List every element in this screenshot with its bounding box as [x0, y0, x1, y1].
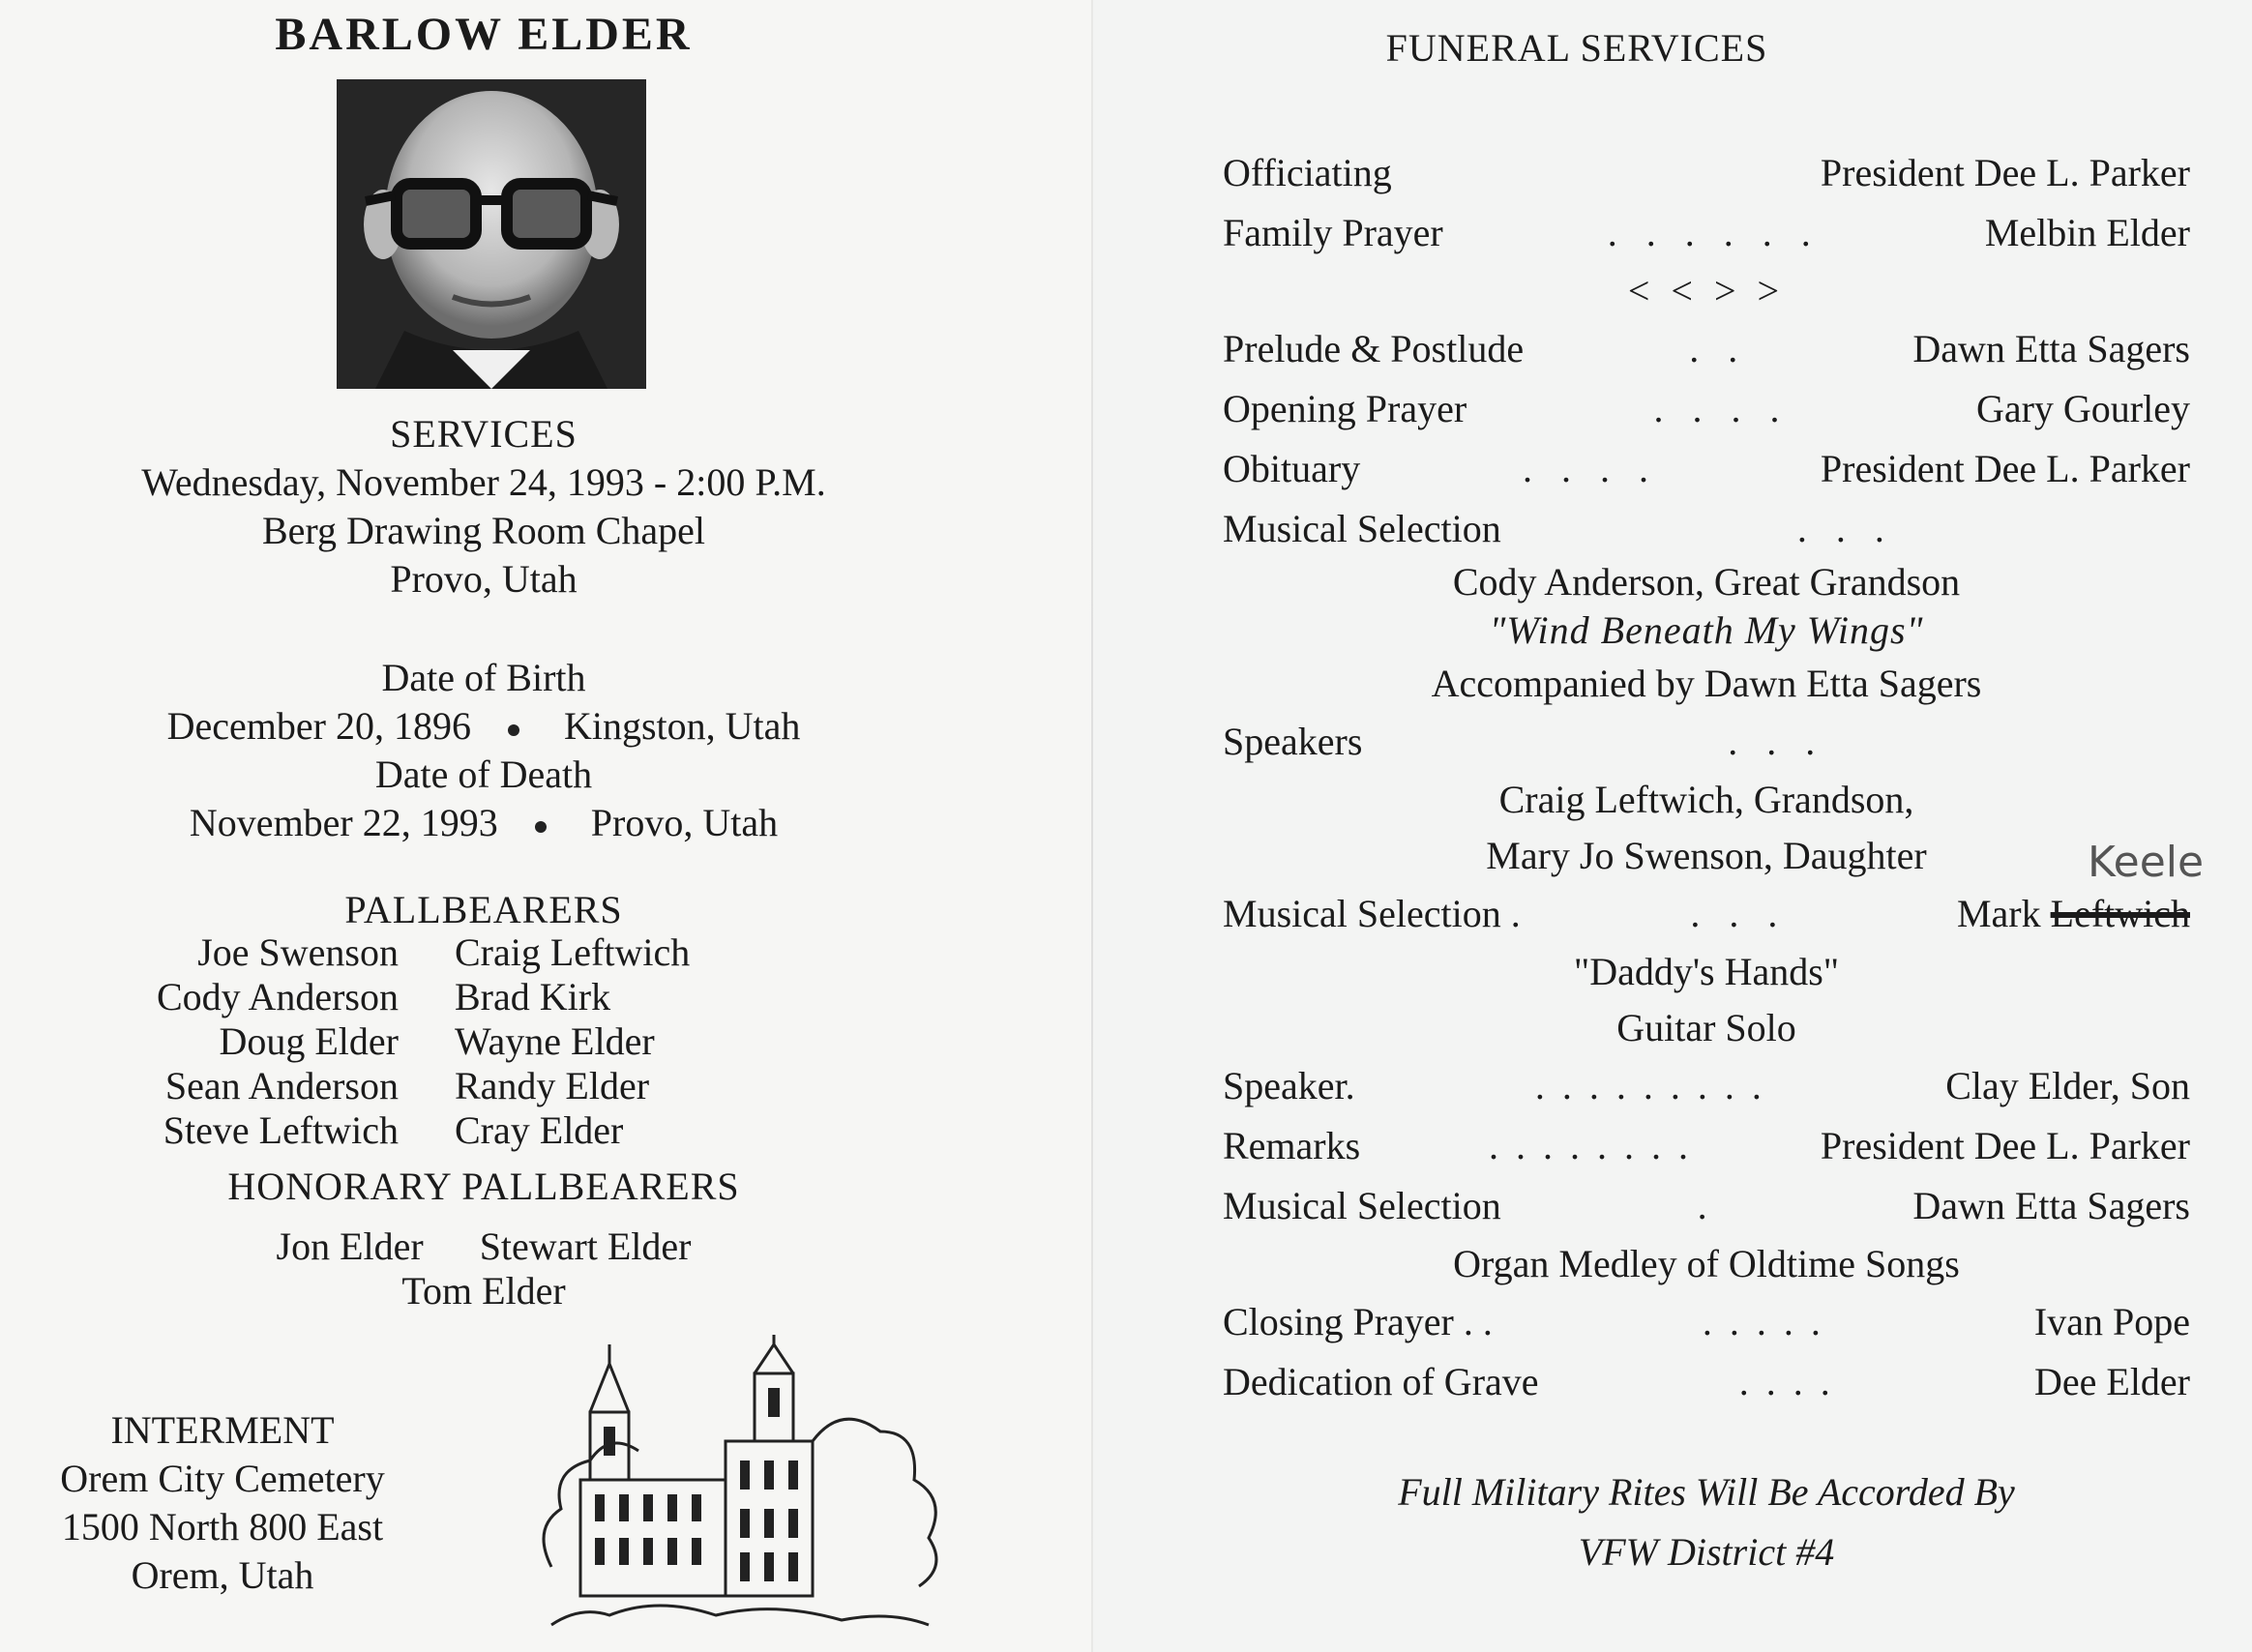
pallbearer-row — [0, 1019, 967, 1064]
program-row-family-prayer — [1223, 203, 2190, 263]
pallbearer-name: Brad Kirk — [455, 975, 611, 1018]
interment-place: Orem City Cemetery — [60, 1457, 385, 1500]
program-label: Prelude & Postlude — [1223, 327, 1525, 370]
pallbearer-row — [0, 975, 967, 1019]
pallbearer-row — [0, 1108, 967, 1153]
leader-dots: . . . . . . — [1607, 211, 1821, 254]
program-value: Gary Gourley — [1975, 387, 2190, 430]
leader-dots: . . — [1689, 327, 1748, 370]
struck-out-surname: Leftwich — [2050, 892, 2190, 935]
services-city: Provo, Utah — [390, 557, 578, 601]
program-value: Clay Elder, Son — [1945, 1064, 2190, 1107]
honorary-row-1 — [0, 1223, 967, 1271]
services-date: Wednesday, November 24, 1993 - 2:00 P.M. — [141, 460, 826, 504]
program-label: Closing Prayer . . — [1223, 1300, 1493, 1343]
program-label: Dedication of Grave — [1223, 1360, 1539, 1403]
services-place: Berg Drawing Room Chapel — [261, 509, 706, 552]
interment-city: Orem, Utah — [131, 1553, 314, 1597]
death-heading: Date of Death — [374, 752, 593, 796]
birth-date: December 20, 1896 — [166, 704, 471, 748]
pallbearers-heading: PALLBEARERS — [344, 888, 623, 931]
funeral-services-heading: FUNERAL SERVICES — [1385, 26, 1768, 70]
program-label: Musical Selection — [1223, 1184, 1501, 1227]
program-label: Family Prayer — [1223, 211, 1443, 254]
program-value — [1957, 884, 2190, 944]
program-row-obituary — [1223, 439, 2190, 499]
death-date: November 22, 1993 — [189, 801, 498, 844]
pallbearer-name: Randy Elder — [455, 1064, 650, 1107]
program-row-speakers — [1223, 712, 2190, 772]
fold-line — [1091, 0, 1093, 1652]
leader-dots: . — [1697, 1184, 1717, 1227]
ms3-piece: Organ Medley of Oldtime Songs — [1453, 1242, 1960, 1285]
honorary-row-2: Tom Elder — [401, 1269, 566, 1313]
pallbearer-row — [0, 930, 967, 975]
pallbearer-name: Steve Leftwich — [163, 1108, 399, 1152]
military-rites-note — [1223, 1462, 2190, 1582]
program-value: Dee Elder — [2033, 1360, 2190, 1403]
military-line-2: VFW District #4 — [1578, 1530, 1835, 1574]
program-list — [1223, 143, 2190, 1412]
leader-dots: . . . . . — [1702, 1300, 1824, 1343]
deceased-name: BARLOW ELDER — [275, 9, 693, 60]
program-value: President Dee L. Parker — [1820, 151, 2190, 194]
military-line-1: Full Military Rites Will Be Accorded By — [1398, 1470, 2015, 1514]
interment-address: 1500 North 800 East — [61, 1505, 384, 1549]
pallbearers-list — [0, 930, 967, 1153]
program-row-musical-selection-1 — [1223, 499, 2190, 559]
program-value: President Dee L. Parker — [1820, 447, 2190, 490]
birth-heading: Date of Birth — [381, 656, 586, 699]
ms2-song: "Daddy's Hands" — [1573, 950, 1840, 993]
bullet-icon — [535, 821, 547, 833]
leader-dots: . . . — [1690, 892, 1788, 935]
program-label: Musical Selection . — [1223, 892, 1521, 935]
pallbearer-name: Cody Anderson — [157, 975, 399, 1018]
portrait-photo — [337, 79, 646, 389]
program-row-opening-prayer — [1223, 379, 2190, 439]
separator: < < > > — [1627, 269, 1786, 312]
honorary-name: Jon Elder — [276, 1224, 424, 1268]
death-line — [0, 799, 967, 847]
program-label: Officiating — [1223, 151, 1392, 194]
speaker-2: Mary Jo Swenson, Daughter — [1486, 834, 1927, 877]
program-row-dedication — [1223, 1352, 2190, 1412]
services-heading: SERVICES — [390, 412, 578, 456]
birth-place: Kingston, Utah — [563, 704, 801, 748]
program-label: Musical Selection — [1223, 507, 1501, 550]
program-row-remarks — [1223, 1116, 2190, 1176]
program-label: Speakers — [1223, 720, 1363, 763]
interment-block — [0, 1406, 445, 1600]
leader-dots: . . . . — [1653, 387, 1790, 430]
program-row-musical-selection-3 — [1223, 1176, 2190, 1236]
program-label: Opening Prayer — [1223, 387, 1467, 430]
ms2-type: Guitar Solo — [1616, 1006, 1796, 1049]
leader-dots: . . . . — [1738, 1360, 1834, 1403]
leader-dots: . . . — [1796, 507, 1894, 550]
death-place: Provo, Utah — [590, 801, 779, 844]
program-value: Dawn Etta Sagers — [1912, 1184, 2190, 1227]
pallbearer-name: Sean Anderson — [164, 1064, 399, 1107]
pallbearer-name: Doug Elder — [219, 1019, 399, 1063]
handwritten-correction: Keele — [2088, 838, 2205, 887]
leader-dots: . . . . . . . . — [1489, 1124, 1693, 1167]
pallbearer-name: Cray Elder — [455, 1108, 624, 1152]
temple-illustration — [522, 1335, 948, 1635]
program-value: Melbin Elder — [1984, 211, 2190, 254]
birth-line — [0, 702, 967, 751]
leader-dots: . . . — [1728, 720, 1825, 763]
ms1-accompanied: Accompanied by Dawn Etta Sagers — [1431, 662, 1982, 705]
program-row-musical-selection-2 — [1223, 884, 2190, 944]
honorary-heading: HONORARY PALLBEARERS — [227, 1165, 740, 1208]
pallbearer-name: Wayne Elder — [455, 1019, 655, 1063]
program-value: Ivan Pope — [2033, 1300, 2190, 1343]
program-value: Dawn Etta Sagers — [1912, 327, 2190, 370]
program-row-speaker — [1223, 1056, 2190, 1116]
portrait-image — [337, 79, 646, 389]
program-row-closing-prayer — [1223, 1292, 2190, 1352]
bullet-icon — [508, 724, 519, 736]
interment-heading: INTERMENT — [110, 1408, 335, 1452]
program-label: Remarks — [1223, 1124, 1361, 1167]
program-label: Speaker. — [1223, 1064, 1355, 1107]
leader-dots: . . . . . . . . . — [1534, 1064, 1765, 1107]
speaker-1: Craig Leftwich, Grandson, — [1498, 778, 1914, 821]
pallbearer-name: Craig Leftwich — [455, 930, 691, 974]
pallbearer-name: Joe Swenson — [197, 930, 399, 974]
program-row-prelude — [1223, 319, 2190, 379]
ms1-performer: Cody Anderson, Great Grandson — [1452, 560, 1961, 604]
program-value: President Dee L. Parker — [1820, 1124, 2190, 1167]
program-label: Obituary — [1223, 447, 1361, 490]
performer-first-name: Mark — [1956, 892, 2041, 935]
leader-dots: . . . . — [1523, 447, 1659, 490]
ms1-song: "Wind Beneath My Wings" — [1489, 608, 1924, 652]
pallbearer-row — [0, 1064, 967, 1108]
program-row-officiating — [1223, 143, 2190, 203]
honorary-name: Stewart Elder — [479, 1224, 692, 1268]
